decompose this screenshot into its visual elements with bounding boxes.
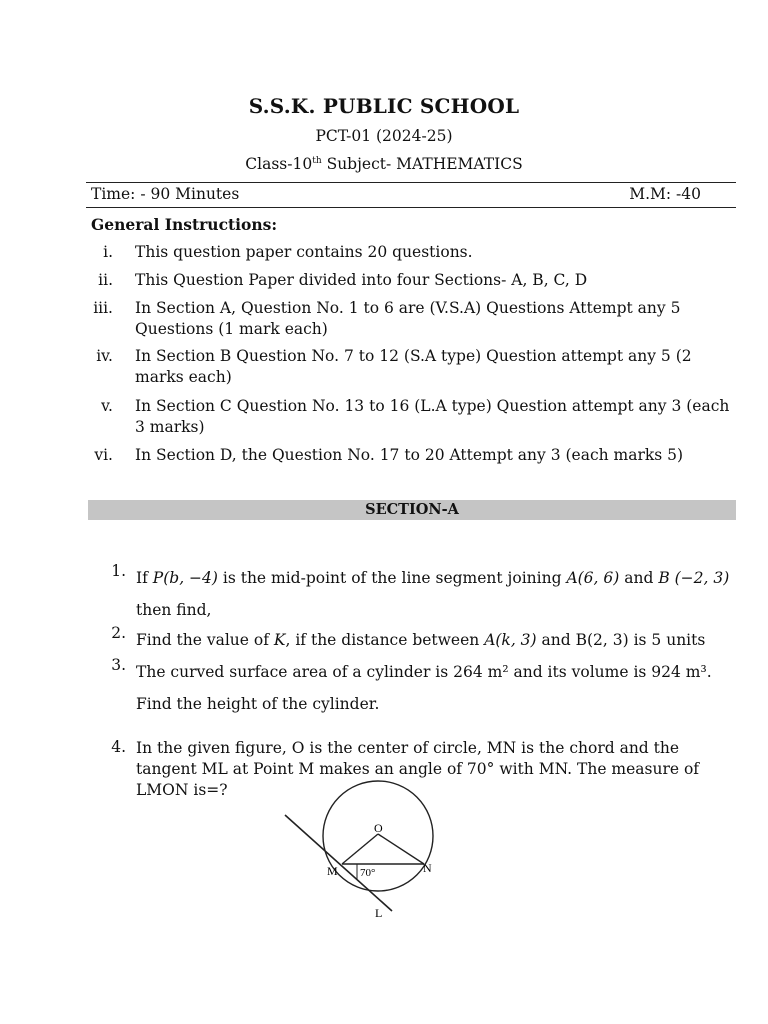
question-text: If P(b, −4) is the mid-point of the line segment joining A(6, 6) and B (−2, 3) then find, — [136, 569, 730, 619]
question-3 — [100, 656, 740, 720]
time-label: Time: - 90 Minutes — [91, 185, 240, 203]
question-text: Find the value of K, if the distance between A(k, 3) and B(2, 3) is 5 units — [136, 631, 706, 649]
label-m: M — [327, 864, 338, 878]
label-o: O — [374, 821, 383, 835]
instruction-item — [80, 242, 740, 263]
instruction-number: iii. — [93, 299, 113, 317]
instruction-number: ii. — [98, 271, 113, 289]
instruction-number: v. — [101, 397, 113, 415]
instruction-number: i. — [103, 243, 113, 261]
instruction-text: In Section D, the Question No. 17 to 20 Attempt any 3 (each marks 5) — [135, 446, 684, 464]
radius-on — [378, 834, 424, 864]
section-a-header: SECTION-A — [88, 500, 736, 520]
instruction-item — [80, 396, 740, 438]
test-title: PCT-01 (2024-25) — [315, 127, 453, 145]
instructions-heading: General Instructions: — [91, 215, 278, 234]
instruction-text: This Question Paper divided into four Sections- A, B, C, D — [135, 271, 588, 289]
class-subject — [0, 155, 768, 173]
circle-tangent-figure — [280, 780, 450, 920]
question-number: 1. — [111, 562, 126, 580]
question-2 — [100, 624, 740, 656]
subject-label: Subject- MATHEMATICS — [321, 155, 523, 173]
top-rule — [86, 182, 736, 183]
instruction-text: In Section A, Question No. 1 to 6 are (V.S.A) Questions Attempt any 5 Questions (1 mark each) — [135, 299, 681, 338]
question-1 — [100, 562, 740, 626]
instruction-text: In Section B Question No. 7 to 12 (S.A type) Question attempt any 5 (2 marks each) — [135, 347, 692, 386]
circle-outline — [323, 781, 433, 891]
instruction-item — [80, 445, 740, 466]
question-text: The curved surface area of a cylinder is 264 m² and its volume is 924 m³. Find the height of the cylinder. — [136, 663, 712, 713]
class-superscript: th — [312, 155, 322, 166]
school-name: S.S.K. PUBLIC SCHOOL — [248, 94, 520, 118]
instruction-item — [80, 270, 740, 291]
class-prefix: Class-10 — [245, 155, 313, 173]
instruction-number: vi. — [94, 446, 113, 464]
instruction-item — [80, 346, 740, 388]
question-text: In the given figure, O is the center of circle, MN is the chord and the tangent ML at Point M makes an angle of 70° with MN. The measure of LMON is=? — [136, 739, 700, 799]
bottom-rule — [86, 207, 736, 208]
instruction-text: In Section C Question No. 13 to 16 (L.A type) Question attempt any 3 (each 3 marks) — [135, 397, 730, 436]
angle-label: 70° — [360, 867, 376, 879]
instruction-text: This question paper contains 20 questions. — [135, 243, 473, 261]
max-marks-label: M.M: -40 — [629, 185, 701, 203]
question-number: 3. — [111, 656, 126, 674]
label-l: L — [375, 906, 383, 920]
radius-om — [342, 834, 378, 864]
meta-row — [91, 185, 701, 203]
instruction-item — [80, 298, 740, 340]
instruction-number: iv. — [96, 347, 113, 365]
question-number: 2. — [111, 624, 126, 642]
label-n: N — [423, 861, 432, 875]
question-number: 4. — [111, 738, 126, 756]
